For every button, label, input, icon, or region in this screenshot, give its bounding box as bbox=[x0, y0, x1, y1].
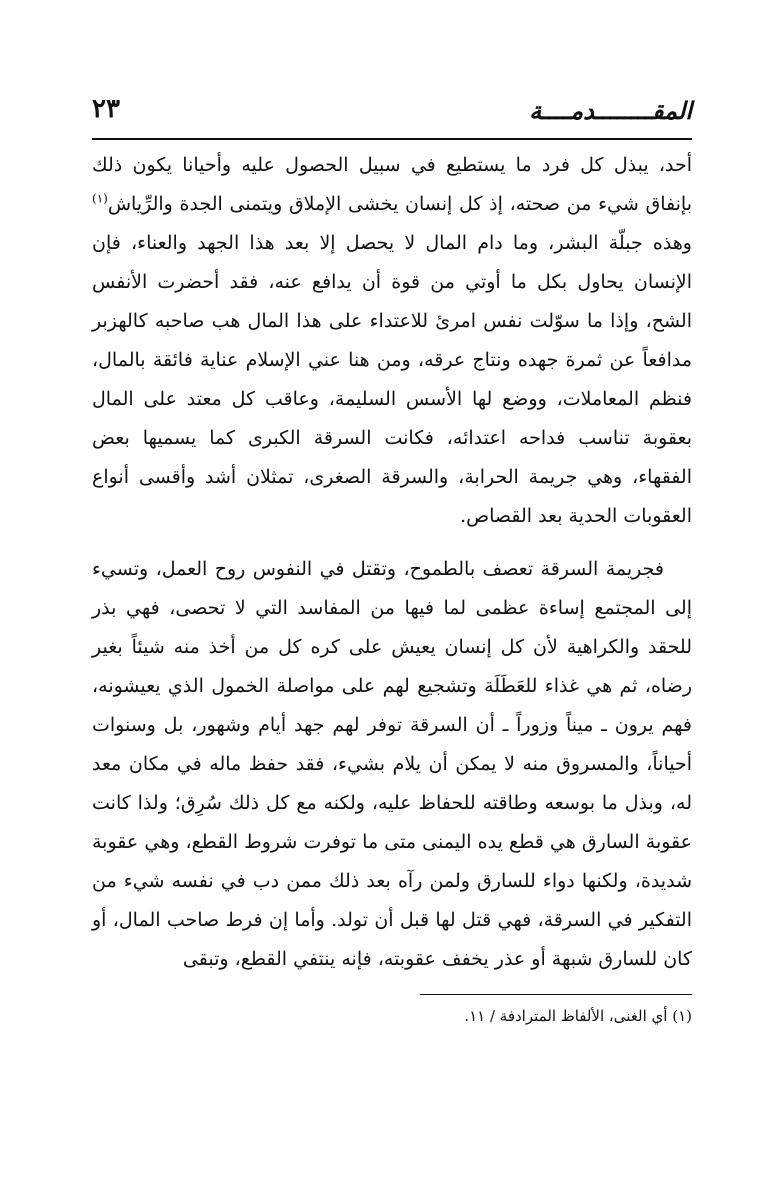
footnote-rule bbox=[420, 994, 692, 995]
paragraph-1-text-a: أحد، يبذل كل فرد ما يستطيع في سبيل الحصول عليه وأحيانا يكون ذلك بإنفاق شيء من صحته، إذ كل إنسان يخشى الإملاق ويتمنى الجدة والرِّياش bbox=[92, 154, 692, 215]
header-rule bbox=[92, 138, 692, 140]
running-title: المقــــــــدمــــة bbox=[529, 96, 692, 125]
paragraph-2: فجريمة السرقة تعصف بالطموح، وتقتل في النفوس روح العمل، وتسيء إلى المجتمع إساءة عظمى لما فيها من المفاسد التي لا تحصى، فهي بذر للحقد والكراهية لأن كل إنسان يعيش على كره كل من أخذ منه شيئاً بغير رضاه، ثم هي غذاء للعَطَلَة وتشجيع لهم على مواصلة الخمول الذي يعيشونه، فهم يرون ـ ميناً وزوراً ـ أن السرقة توفر لهم جهد أيام وشهور، بل وسنوات أحياناً، والمسروق منه لا يمكن أن يلام بشيء، فقد حفظ ماله في مكان معد له، وبذل ما بوسعه وطاقته للحفاظ عليه، ولكنه مع كل ذلك سُرِق؛ ولذا كانت عقوبة السارق هي قطع يده اليمنى متى ما توفرت شروط القطع، وهي عقوبة شديدة، ولكنها دواء للسارق ولمن رآه بعد ذلك ممن دب في نفسه شيء من التفكير في السرقة، فهي قتل لها قبل أن تولد. وأما إن فرط صاحب المال، أو كان للسارق شبهة أو عذر يخفف عقوبته، فإنه ينتفي القطع، وتبقى bbox=[92, 558, 692, 970]
page-header bbox=[92, 92, 692, 136]
paragraph-1 bbox=[92, 146, 692, 536]
paragraph-1-text-b: وهذه جبلّة البشر، وما دام المال لا يحصل إلا بعد هذا الجهد والعناء، فإن الإنسان يحاول بكل ما أوتي من قوة أن يدافع عنه، فقد أحضرت الأنفس الشح، وإذا ما سوّلت نفس امرئ للاعتداء على هذا المال هب صاحبه كالهزبر مدافعاً عن ثمرة جهده ونتاج عرقه، ومن هنا عني الإسلام عناية فائقة بالمال، فنظم المعاملات، ووضع لها الأسس السليمة، وعاقب كل معتد على المال بعقوبة تناسب فداحه اعتدائه، فكانت السرقة الكبرى كما يسميها بعض الفقهاء، وهي جريمة الحرابة، والسرقة الصغرى، تمثلان أشد وأقسى أنواع العقوبات الحدية بعد القصاص. bbox=[92, 232, 692, 527]
body-text bbox=[92, 146, 692, 979]
page-number: ٢٣ bbox=[92, 94, 120, 124]
footnote-reference[interactable]: (١) bbox=[92, 191, 108, 206]
footnote: (١) أي الغنى، الألفاظ المترادفة / ١١. bbox=[464, 1007, 692, 1025]
